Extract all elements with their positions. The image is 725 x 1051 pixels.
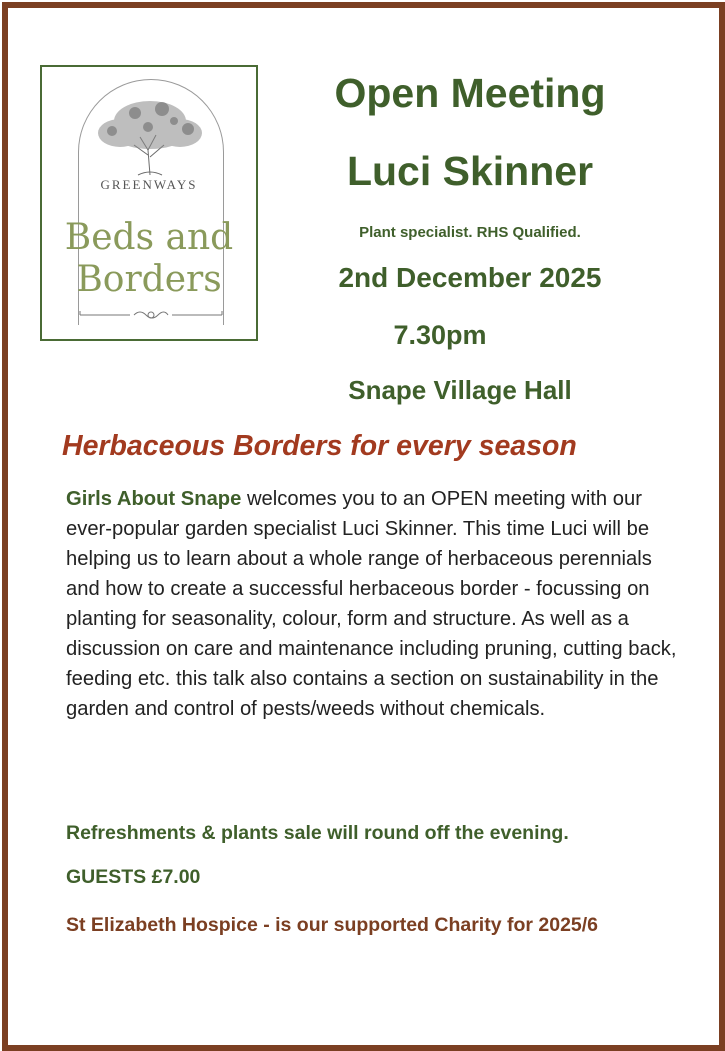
description-paragraph (66, 484, 681, 724)
meeting-date: 2nd December 2025 (338, 262, 602, 293)
speaker-specialism: Plant specialist. RHS Qualified. (359, 224, 581, 241)
guest-price: GUESTS £7.00 (66, 866, 201, 888)
greenways-logo (40, 65, 258, 341)
speaker-name: Luci Skinner (346, 148, 594, 194)
charity-note: St Elizabeth Hospice - is our supported Charity for 2025/6 (66, 914, 599, 936)
tree-icon (90, 95, 210, 177)
meeting-time: 7.30pm (393, 320, 487, 350)
organisation-name: Girls About Snape (66, 488, 242, 510)
logo-greenways-text: GREENWAYS (100, 177, 198, 192)
logo-beds-and: Beds and (64, 217, 234, 258)
description-text: welcomes you to an OPEN meeting with our ever-popular garden specialist Luci Skinner. This time Luci will be helping us to learn about a whole range of herbaceous perennials and how to create a successful herbaceous border - focussing on planting for seasonality, colour, form and structure. As well as a discussion on care and maintenance including pruning, cutting back, feeding etc. this talk also contains a section on sustainability in the garden and control of pests/weeds without chemicals. (66, 488, 677, 720)
talk-topic: Herbaceous Borders for every season (62, 430, 577, 462)
flourish-icon (78, 307, 224, 323)
logo-borders: Borders (76, 259, 222, 300)
refreshments-note: Refreshments & plants sale will round off the evening. (66, 822, 569, 844)
meeting-venue: Snape Village Hall (348, 375, 572, 405)
meeting-title: Open Meeting (334, 70, 606, 116)
